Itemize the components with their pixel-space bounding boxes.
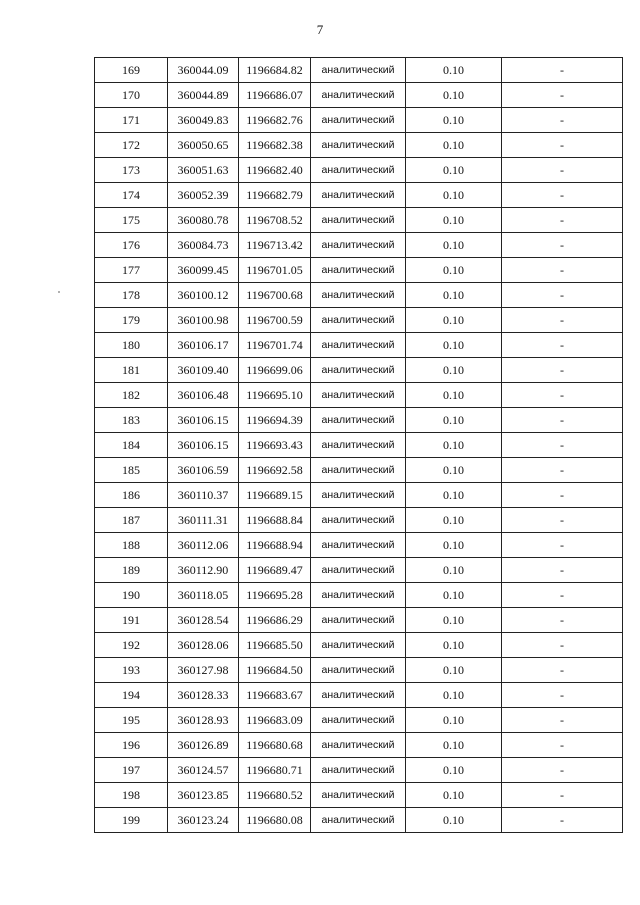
method-cell: аналитический [311, 483, 406, 508]
y-coordinate-cell: 1196701.05 [239, 258, 311, 283]
accuracy-cell: 0.10 [406, 58, 502, 83]
note-cell: - [502, 483, 623, 508]
point-number-cell: 186 [95, 483, 168, 508]
method-cell: аналитический [311, 108, 406, 133]
method-cell: аналитический [311, 408, 406, 433]
accuracy-cell: 0.10 [406, 508, 502, 533]
method-cell: аналитический [311, 433, 406, 458]
page-number: 7 [316, 22, 324, 37]
accuracy-cell: 0.10 [406, 108, 502, 133]
y-coordinate-cell: 1196700.68 [239, 283, 311, 308]
point-number-cell: 182 [95, 383, 168, 408]
note-cell: - [502, 233, 623, 258]
accuracy-cell: 0.10 [406, 208, 502, 233]
note-cell: - [502, 608, 623, 633]
point-number-cell: 181 [95, 358, 168, 383]
point-number-cell: 192 [95, 633, 168, 658]
table-row [95, 583, 623, 608]
x-coordinate-cell: 360128.33 [168, 683, 239, 708]
method-cell: аналитический [311, 208, 406, 233]
method-cell: аналитический [311, 133, 406, 158]
table-row [95, 283, 623, 308]
method-cell: аналитический [311, 683, 406, 708]
y-coordinate-cell: 1196686.07 [239, 83, 311, 108]
accuracy-cell: 0.10 [406, 783, 502, 808]
x-coordinate-cell: 360128.54 [168, 608, 239, 633]
y-coordinate-cell: 1196682.76 [239, 108, 311, 133]
accuracy-cell: 0.10 [406, 658, 502, 683]
table-row [95, 183, 623, 208]
note-cell: - [502, 808, 623, 833]
table-row [95, 133, 623, 158]
accuracy-cell: 0.10 [406, 533, 502, 558]
table-row [95, 258, 623, 283]
x-coordinate-cell: 360052.39 [168, 183, 239, 208]
table-row [95, 758, 623, 783]
x-coordinate-cell: 360111.31 [168, 508, 239, 533]
accuracy-cell: 0.10 [406, 158, 502, 183]
point-number-cell: 196 [95, 733, 168, 758]
accuracy-cell: 0.10 [406, 408, 502, 433]
table-row [95, 208, 623, 233]
table-row [95, 483, 623, 508]
note-cell: - [502, 383, 623, 408]
note-cell: - [502, 533, 623, 558]
method-cell: аналитический [311, 333, 406, 358]
y-coordinate-cell: 1196682.40 [239, 158, 311, 183]
y-coordinate-cell: 1196689.15 [239, 483, 311, 508]
accuracy-cell: 0.10 [406, 483, 502, 508]
table-row [95, 158, 623, 183]
accuracy-cell: 0.10 [406, 133, 502, 158]
table-row [95, 808, 623, 833]
accuracy-cell: 0.10 [406, 258, 502, 283]
y-coordinate-cell: 1196683.67 [239, 683, 311, 708]
point-number-cell: 170 [95, 83, 168, 108]
method-cell: аналитический [311, 733, 406, 758]
x-coordinate-cell: 360100.98 [168, 308, 239, 333]
x-coordinate-cell: 360112.90 [168, 558, 239, 583]
note-cell: - [502, 558, 623, 583]
note-cell: - [502, 783, 623, 808]
note-cell: - [502, 458, 623, 483]
point-number-cell: 191 [95, 608, 168, 633]
accuracy-cell: 0.10 [406, 708, 502, 733]
y-coordinate-cell: 1196695.28 [239, 583, 311, 608]
x-coordinate-cell: 360110.37 [168, 483, 239, 508]
table-row [95, 783, 623, 808]
method-cell: аналитический [311, 708, 406, 733]
method-cell: аналитический [311, 233, 406, 258]
table-row [95, 233, 623, 258]
y-coordinate-cell: 1196700.59 [239, 308, 311, 333]
method-cell: аналитический [311, 183, 406, 208]
method-cell: аналитический [311, 83, 406, 108]
note-cell: - [502, 283, 623, 308]
point-number-cell: 198 [95, 783, 168, 808]
point-number-cell: 179 [95, 308, 168, 333]
table-row [95, 508, 623, 533]
y-coordinate-cell: 1196680.71 [239, 758, 311, 783]
method-cell: аналитический [311, 383, 406, 408]
note-cell: - [502, 758, 623, 783]
y-coordinate-cell: 1196694.39 [239, 408, 311, 433]
method-cell: аналитический [311, 758, 406, 783]
method-cell: аналитический [311, 783, 406, 808]
accuracy-cell: 0.10 [406, 283, 502, 308]
point-number-cell: 194 [95, 683, 168, 708]
note-cell: - [502, 133, 623, 158]
x-coordinate-cell: 360106.17 [168, 333, 239, 358]
y-coordinate-cell: 1196699.06 [239, 358, 311, 383]
table-row [95, 433, 623, 458]
method-cell: аналитический [311, 508, 406, 533]
note-cell: - [502, 658, 623, 683]
point-number-cell: 173 [95, 158, 168, 183]
note-cell: - [502, 208, 623, 233]
x-coordinate-cell: 360106.15 [168, 408, 239, 433]
accuracy-cell: 0.10 [406, 358, 502, 383]
accuracy-cell: 0.10 [406, 183, 502, 208]
note-cell: - [502, 183, 623, 208]
method-cell: аналитический [311, 658, 406, 683]
x-coordinate-cell: 360044.09 [168, 58, 239, 83]
point-number-cell: 183 [95, 408, 168, 433]
x-coordinate-cell: 360123.85 [168, 783, 239, 808]
y-coordinate-cell: 1196680.68 [239, 733, 311, 758]
accuracy-cell: 0.10 [406, 458, 502, 483]
method-cell: аналитический [311, 583, 406, 608]
method-cell: аналитический [311, 158, 406, 183]
point-number-cell: 189 [95, 558, 168, 583]
note-cell: - [502, 733, 623, 758]
x-coordinate-cell: 360106.59 [168, 458, 239, 483]
method-cell: аналитический [311, 58, 406, 83]
accuracy-cell: 0.10 [406, 333, 502, 358]
y-coordinate-cell: 1196695.10 [239, 383, 311, 408]
y-coordinate-cell: 1196713.42 [239, 233, 311, 258]
note-cell: - [502, 708, 623, 733]
y-coordinate-cell: 1196701.74 [239, 333, 311, 358]
x-coordinate-cell: 360128.93 [168, 708, 239, 733]
x-coordinate-cell: 360044.89 [168, 83, 239, 108]
x-coordinate-cell: 360106.15 [168, 433, 239, 458]
scan-speck [58, 291, 60, 293]
point-number-cell: 197 [95, 758, 168, 783]
y-coordinate-cell: 1196688.94 [239, 533, 311, 558]
method-cell: аналитический [311, 258, 406, 283]
table-row [95, 333, 623, 358]
method-cell: аналитический [311, 558, 406, 583]
note-cell: - [502, 258, 623, 283]
x-coordinate-cell: 360099.45 [168, 258, 239, 283]
y-coordinate-cell: 1196680.52 [239, 783, 311, 808]
point-number-cell: 188 [95, 533, 168, 558]
table-row [95, 58, 623, 83]
x-coordinate-cell: 360050.65 [168, 133, 239, 158]
point-number-cell: 199 [95, 808, 168, 833]
accuracy-cell: 0.10 [406, 383, 502, 408]
table-row [95, 558, 623, 583]
table-row [95, 608, 623, 633]
note-cell: - [502, 358, 623, 383]
accuracy-cell: 0.10 [406, 233, 502, 258]
point-number-cell: 169 [95, 58, 168, 83]
note-cell: - [502, 508, 623, 533]
x-coordinate-cell: 360118.05 [168, 583, 239, 608]
y-coordinate-cell: 1196684.82 [239, 58, 311, 83]
table-row [95, 733, 623, 758]
x-coordinate-cell: 360080.78 [168, 208, 239, 233]
y-coordinate-cell: 1196685.50 [239, 633, 311, 658]
table-row [95, 458, 623, 483]
accuracy-cell: 0.10 [406, 308, 502, 333]
x-coordinate-cell: 360124.57 [168, 758, 239, 783]
table-row [95, 108, 623, 133]
point-number-cell: 178 [95, 283, 168, 308]
note-cell: - [502, 308, 623, 333]
point-number-cell: 177 [95, 258, 168, 283]
point-number-cell: 193 [95, 658, 168, 683]
y-coordinate-cell: 1196693.43 [239, 433, 311, 458]
note-cell: - [502, 108, 623, 133]
y-coordinate-cell: 1196684.50 [239, 658, 311, 683]
x-coordinate-cell: 360126.89 [168, 733, 239, 758]
method-cell: аналитический [311, 458, 406, 483]
x-coordinate-cell: 360112.06 [168, 533, 239, 558]
accuracy-cell: 0.10 [406, 808, 502, 833]
accuracy-cell: 0.10 [406, 758, 502, 783]
y-coordinate-cell: 1196683.09 [239, 708, 311, 733]
y-coordinate-cell: 1196686.29 [239, 608, 311, 633]
y-coordinate-cell: 1196680.08 [239, 808, 311, 833]
accuracy-cell: 0.10 [406, 433, 502, 458]
table-body [95, 58, 623, 833]
y-coordinate-cell: 1196689.47 [239, 558, 311, 583]
method-cell: аналитический [311, 608, 406, 633]
method-cell: аналитический [311, 283, 406, 308]
note-cell: - [502, 58, 623, 83]
note-cell: - [502, 408, 623, 433]
x-coordinate-cell: 360128.06 [168, 633, 239, 658]
point-number-cell: 172 [95, 133, 168, 158]
accuracy-cell: 0.10 [406, 683, 502, 708]
x-coordinate-cell: 360051.63 [168, 158, 239, 183]
x-coordinate-cell: 360109.40 [168, 358, 239, 383]
note-cell: - [502, 683, 623, 708]
note-cell: - [502, 333, 623, 358]
method-cell: аналитический [311, 633, 406, 658]
note-cell: - [502, 83, 623, 108]
table-row [95, 708, 623, 733]
table-row [95, 633, 623, 658]
y-coordinate-cell: 1196708.52 [239, 208, 311, 233]
coordinates-table [94, 57, 623, 833]
note-cell: - [502, 433, 623, 458]
point-number-cell: 190 [95, 583, 168, 608]
point-number-cell: 187 [95, 508, 168, 533]
point-number-cell: 195 [95, 708, 168, 733]
x-coordinate-cell: 360100.12 [168, 283, 239, 308]
table-row [95, 533, 623, 558]
table-row [95, 358, 623, 383]
x-coordinate-cell: 360123.24 [168, 808, 239, 833]
point-number-cell: 176 [95, 233, 168, 258]
y-coordinate-cell: 1196682.79 [239, 183, 311, 208]
method-cell: аналитический [311, 808, 406, 833]
y-coordinate-cell: 1196688.84 [239, 508, 311, 533]
point-number-cell: 175 [95, 208, 168, 233]
note-cell: - [502, 633, 623, 658]
accuracy-cell: 0.10 [406, 733, 502, 758]
accuracy-cell: 0.10 [406, 583, 502, 608]
table-row [95, 683, 623, 708]
method-cell: аналитический [311, 358, 406, 383]
accuracy-cell: 0.10 [406, 633, 502, 658]
x-coordinate-cell: 360127.98 [168, 658, 239, 683]
point-number-cell: 174 [95, 183, 168, 208]
point-number-cell: 184 [95, 433, 168, 458]
accuracy-cell: 0.10 [406, 83, 502, 108]
x-coordinate-cell: 360084.73 [168, 233, 239, 258]
accuracy-cell: 0.10 [406, 558, 502, 583]
table-row [95, 83, 623, 108]
method-cell: аналитический [311, 533, 406, 558]
table-row [95, 383, 623, 408]
note-cell: - [502, 158, 623, 183]
method-cell: аналитический [311, 308, 406, 333]
y-coordinate-cell: 1196682.38 [239, 133, 311, 158]
point-number-cell: 185 [95, 458, 168, 483]
x-coordinate-cell: 360049.83 [168, 108, 239, 133]
note-cell: - [502, 583, 623, 608]
y-coordinate-cell: 1196692.58 [239, 458, 311, 483]
point-number-cell: 171 [95, 108, 168, 133]
accuracy-cell: 0.10 [406, 608, 502, 633]
table-row [95, 658, 623, 683]
table-row [95, 408, 623, 433]
table-row [95, 308, 623, 333]
point-number-cell: 180 [95, 333, 168, 358]
x-coordinate-cell: 360106.48 [168, 383, 239, 408]
